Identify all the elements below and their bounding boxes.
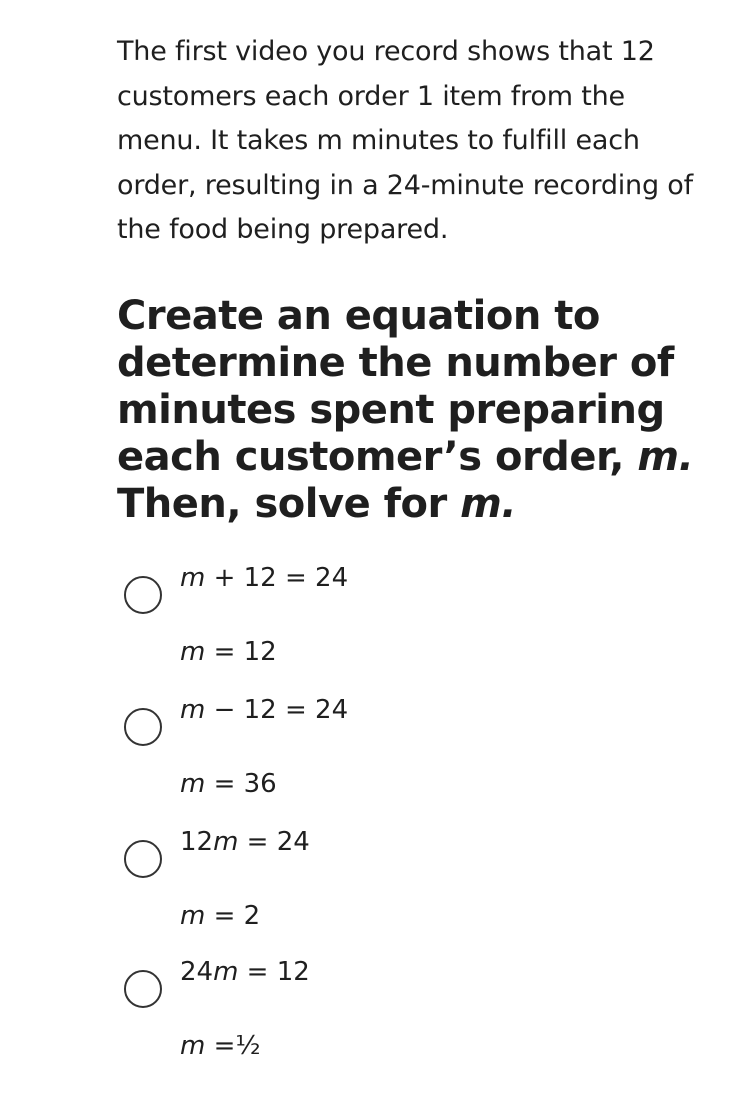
choice-4-coefficient: 24 — [180, 957, 214, 987]
radio-button-4[interactable] — [124, 970, 162, 1008]
choice-1-equation — [180, 562, 348, 594]
question-text-1: Create an equation to determine the number of minutes spent preparing each customer’s order, — [117, 293, 674, 480]
choice-4-solution-variable: m — [180, 1031, 206, 1061]
choice-2-solution-value: = 36 — [205, 769, 277, 799]
question-variable-2: m. — [460, 481, 517, 527]
radio-button-3[interactable] — [124, 840, 162, 878]
choice-3-solution-value: = 2 — [205, 901, 261, 931]
choice-1-solution — [180, 636, 277, 668]
choice-2-equation-rest: − 12 = 24 — [205, 695, 349, 725]
question-prompt — [117, 293, 717, 528]
choice-1-variable: m — [180, 563, 206, 593]
choice-4-variable: m — [213, 957, 239, 987]
choice-3-equation-rest: = 24 — [238, 827, 310, 857]
choice-4-solution — [180, 1030, 261, 1062]
choice-1-equation-rest: + 12 = 24 — [205, 563, 349, 593]
choice-3-equation — [180, 826, 310, 858]
choice-2-solution — [180, 768, 277, 800]
question-variable-1: m. — [637, 434, 694, 480]
radio-button-1[interactable] — [124, 576, 162, 614]
choice-2-solution-variable: m — [180, 769, 206, 799]
choice-2-variable: m — [180, 695, 206, 725]
choice-4-solution-value: =½ — [205, 1031, 261, 1061]
radio-button-2[interactable] — [124, 708, 162, 746]
choice-3-coefficient: 12 — [180, 827, 214, 857]
choice-3-variable: m — [213, 827, 239, 857]
choice-3-solution — [180, 900, 260, 932]
choice-1-solution-value: = 12 — [205, 637, 277, 667]
choice-4-equation — [180, 956, 310, 988]
question-text-2: Then, solve for — [117, 481, 461, 527]
problem-passage: The first video you record shows that 12 customers each order 1 item from the menu. It takes m minutes to fulfill each order, resulting in a 24-minute recording of the food being prepared. — [117, 36, 693, 245]
choice-1-solution-variable: m — [180, 637, 206, 667]
choice-2-equation — [180, 694, 348, 726]
choice-4-equation-rest: = 12 — [238, 957, 310, 987]
choice-3-solution-variable: m — [180, 901, 206, 931]
